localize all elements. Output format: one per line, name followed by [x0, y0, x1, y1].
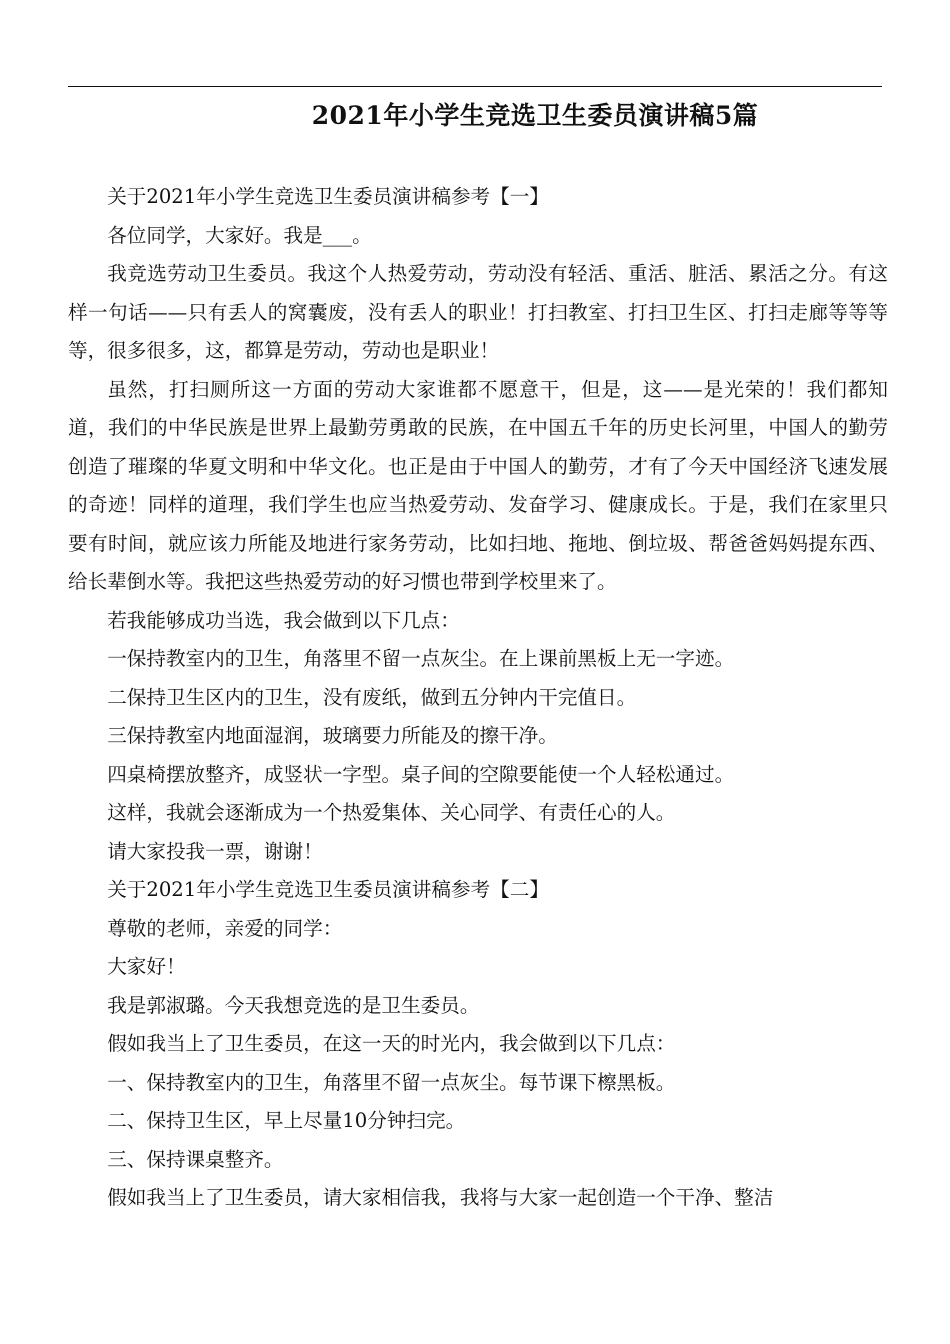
body-paragraph: 我竞选劳动卫生委员。我这个人热爱劳动，劳动没有轻活、重活、脏活、累活之分。有这样一句话——只有丢人的窝囊废，没有丢人的职业！打扫教室、打扫卫生区、打扫走廊等等等等，很多很多，这，都算是劳动，劳动也是职业！: [68, 262, 888, 362]
list-item: 二保持卫生区内的卫生，没有废纸，做到五分钟内干完值日。: [107, 685, 637, 709]
body-paragraph: 假如我当上了卫生委员，在这一天的时光内，我会做到以下几点：: [107, 1032, 676, 1055]
body-paragraph: 我是郭淑璐。今天我想竞选的是卫生委员。: [107, 993, 480, 1017]
list-item: 一保持教室内的卫生，角落里不留一点灰尘。在上课前黑板上无一字迹。: [107, 647, 735, 670]
section-heading-2: 关于2021年小学生竞选卫生委员演讲稿参考【二】: [107, 878, 549, 901]
document-title: 2021年小学生竞选卫生委员演讲稿5篇: [311, 101, 759, 130]
list-item: 一、保持教室内的卫生，角落里不留一点灰尘。每节课下檫黑板。: [107, 1070, 676, 1094]
body-paragraph: 这样，我就会逐渐成为一个热爱集体、关心同学、有责任心的人。: [107, 801, 676, 824]
list-item: 四桌椅摆放整齐，成竖状一字型。桌子间的空隙要能使一个人轻松通过。: [107, 762, 735, 786]
list-item: 二、保持卫生区，早上尽量10分钟扫完。: [107, 1109, 466, 1132]
body-paragraph: 请大家投我一票，谢谢！: [107, 839, 323, 863]
body-paragraph: 若我能够成功当选，我会做到以下几点：: [107, 608, 460, 632]
list-item: 三、保持课桌整齐。: [107, 1147, 284, 1171]
document-body: [68, 178, 888, 1218]
salutation-paragraph: 尊敬的老师，亲爱的同学：: [107, 916, 343, 940]
body-paragraph: 假如我当上了卫生委员，请大家相信我，我将与大家一起创造一个干净、整洁: [107, 1186, 774, 1209]
greeting-paragraph: 大家好！: [107, 955, 186, 978]
header-rule: [68, 86, 882, 87]
body-paragraph: 虽然，打扫厕所这一方面的劳动大家谁都不愿意干，但是，这——是光荣的！我们都知道，我们的中华民族是世界上最勤劳勇敢的民族，在中国五千年的历史长河里，中国人的勤劳创造了璀璨的华夏文明和中华文化。也正是由于中国人的勤劳，才有了今天中国经济飞速发展的奇迹！同样的道理，我们学生也应当热爱劳动、发奋学习、健康成长。于是，我们在家里只要有时间，就应该力所能及地进行家务劳动，比如扫地、拖地、倒垃圾、帮爸爸妈妈提东西、给长辈倒水等。我把这些热爱劳动的好习惯也带到学校里来了。: [68, 377, 888, 593]
list-item: 三保持教室内地面湿润，玻璃要力所能及的擦干净。: [107, 724, 558, 747]
section-heading-1: 关于2021年小学生竞选卫生委员演讲稿参考【一】: [107, 185, 549, 208]
greeting-paragraph: 各位同学，大家好。我是___。: [107, 223, 372, 247]
